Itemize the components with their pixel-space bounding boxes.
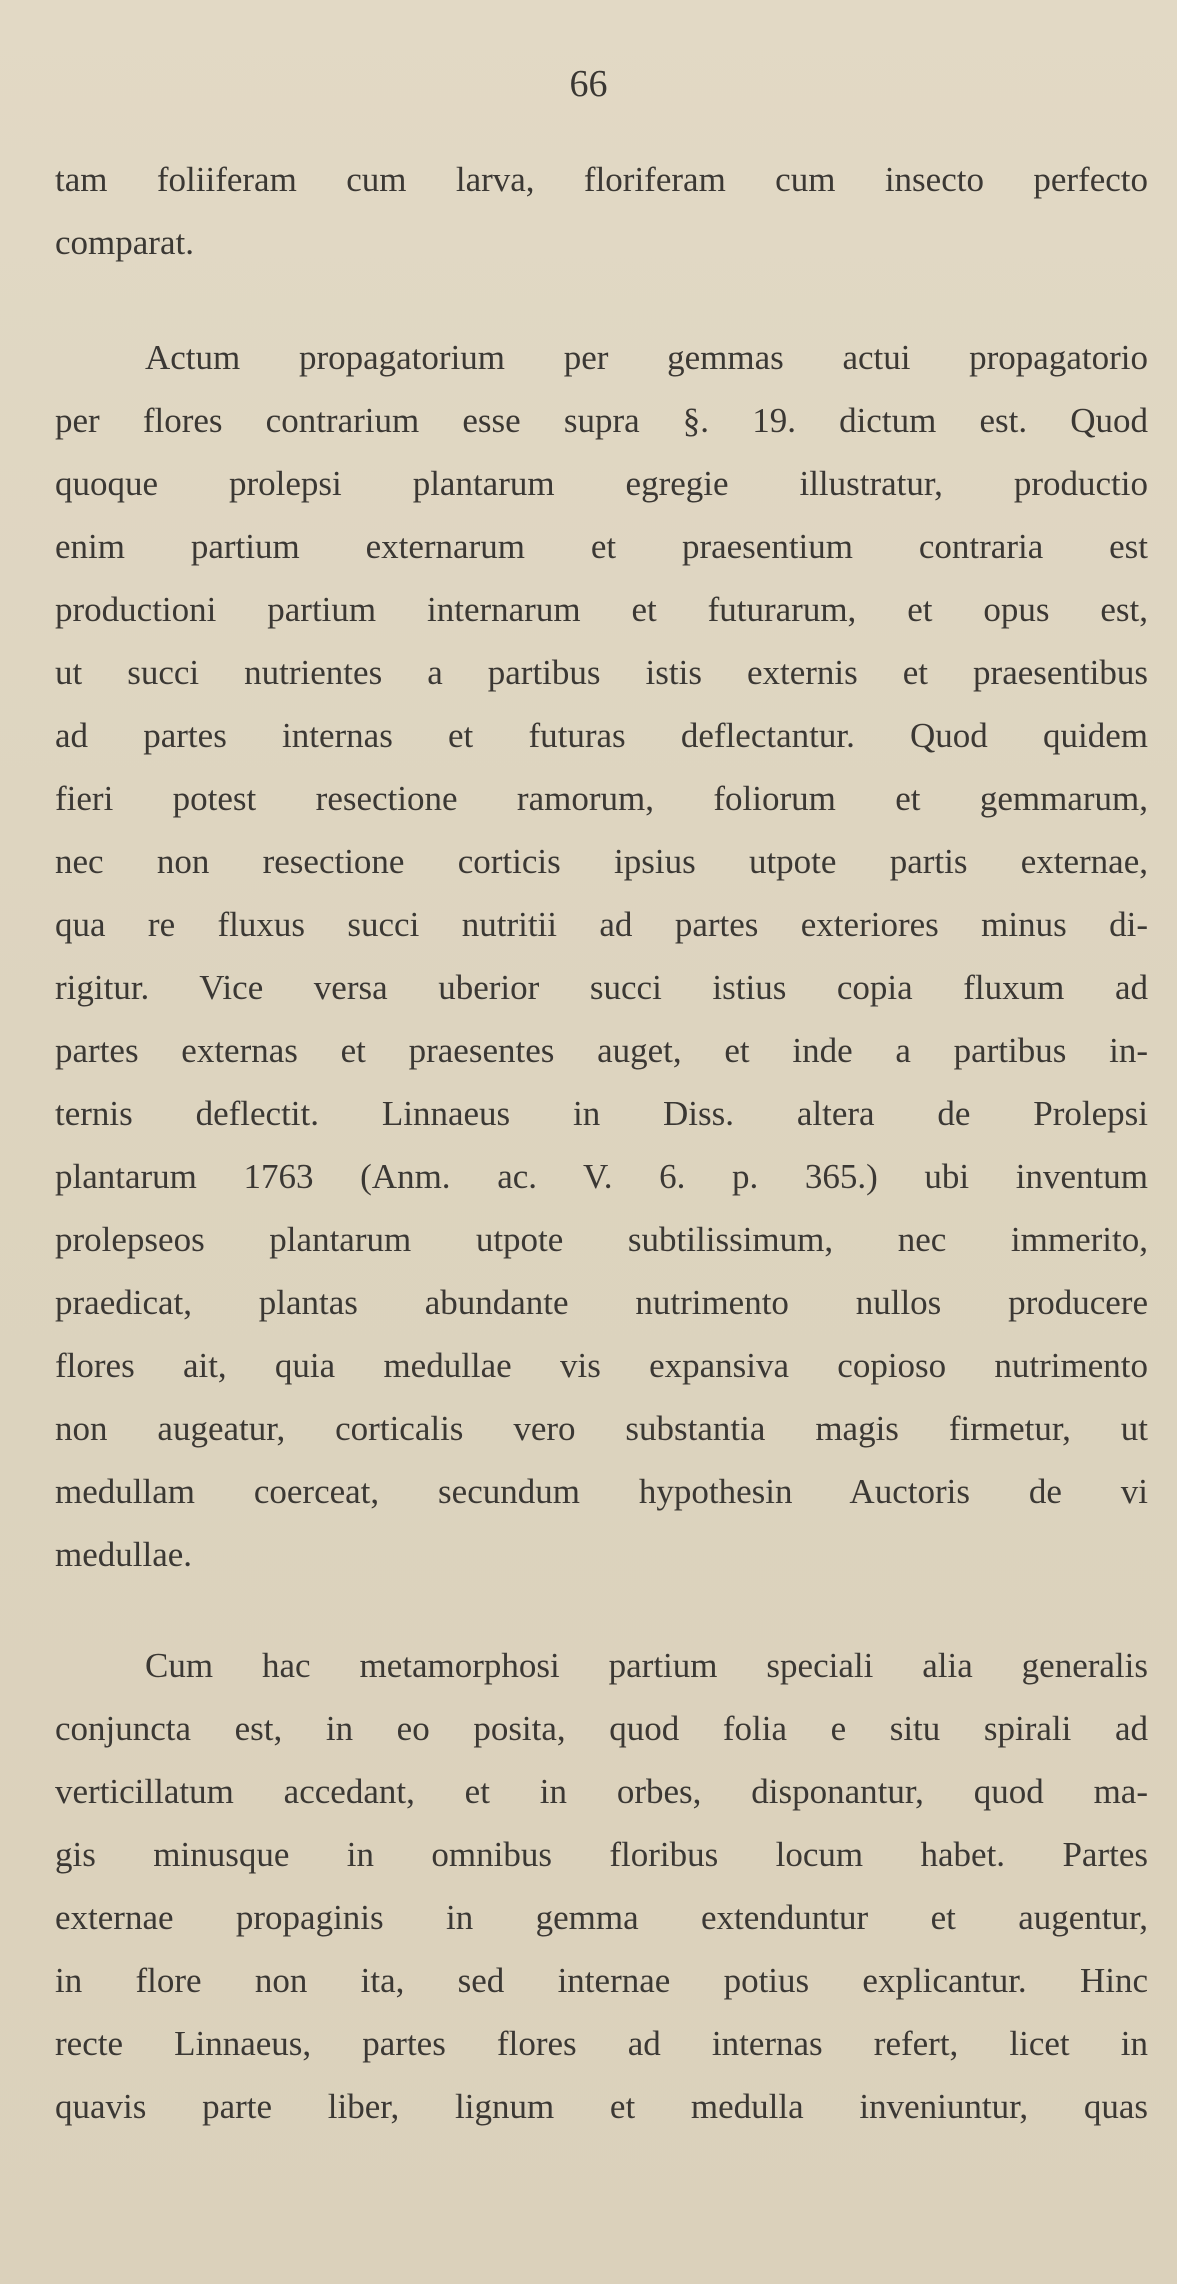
text-line: flores ait, quia medullae vis expansiva copioso nutrimento [55,1346,1148,1385]
text-line: ut succi nutrientes a partibus istis externis et praesentibus [55,653,1148,692]
paragraph-3 [55,1634,1148,2138]
text-line: productioni partium internarum et futurarum, et opus est, [55,590,1148,629]
text-line: in flore non ita, sed internae potius explicantur. Hinc [55,1961,1148,2000]
text-line: quavis parte liber, lignum et medulla inveniuntur, quas [55,2087,1148,2126]
text-line: Cum hac metamorphosi partium speciali alia generalis [145,1646,1148,1685]
text-line: nec non resectione corticis ipsius utpote partis externae, [55,842,1148,881]
text-line: recte Linnaeus, partes flores ad internas refert, licet in [55,2024,1148,2063]
text-line: medullam coerceat, secundum hypothesin Auctoris de vi [55,1472,1148,1511]
text-line: fieri potest resectione ramorum, foliorum et gemmarum, [55,779,1148,818]
text-line: plantarum 1763 (Anm. ac. V. 6. p. 365.) ubi inventum [55,1157,1148,1196]
text-line: conjuncta est, in eo posita, quod folia e situ spirali ad [55,1709,1148,1748]
text-line: praedicat, plantas abundante nutrimento nullos producere [55,1283,1148,1322]
paragraph-2 [55,326,1148,1586]
text-line: verticillatum accedant, et in orbes, disponantur, quod ma- [55,1772,1148,1811]
paragraph-1 [55,148,1148,274]
text-line: quoque prolepsi plantarum egregie illustratur, productio [55,464,1148,503]
text-line: comparat. [55,223,194,262]
text-line: gis minusque in omnibus floribus locum habet. Partes [55,1835,1148,1874]
text-line: qua re fluxus succi nutritii ad partes exteriores minus di- [55,905,1148,944]
text-line: medullae. [55,1535,193,1574]
text-line: rigitur. Vice versa uberior succi istius copia fluxum ad [55,968,1148,1007]
text-line: externae propaginis in gemma extenduntur et augentur, [55,1898,1148,1937]
text-line: prolepseos plantarum utpote subtilissimum, nec immerito, [55,1220,1148,1259]
text-line: non augeatur, corticalis vero substantia magis firmetur, ut [55,1409,1148,1448]
text-line: Actum propagatorium per gemmas actui propagatorio [145,338,1148,377]
text-line: ad partes internas et futuras deflectantur. Quod quidem [55,716,1148,755]
text-line: tam foliiferam cum larva, floriferam cum insecto perfecto [55,160,1148,199]
text-line: per flores contrarium esse supra §. 19. dictum est. Quod [55,401,1148,440]
text-line: partes externas et praesentes auget, et inde a partibus in- [55,1031,1148,1070]
text-line: enim partium externarum et praesentium contraria est [55,527,1148,566]
page-number: 66 [569,63,608,105]
text-line: ternis deflectit. Linnaeus in Diss. altera de Prolepsi [55,1094,1148,1133]
